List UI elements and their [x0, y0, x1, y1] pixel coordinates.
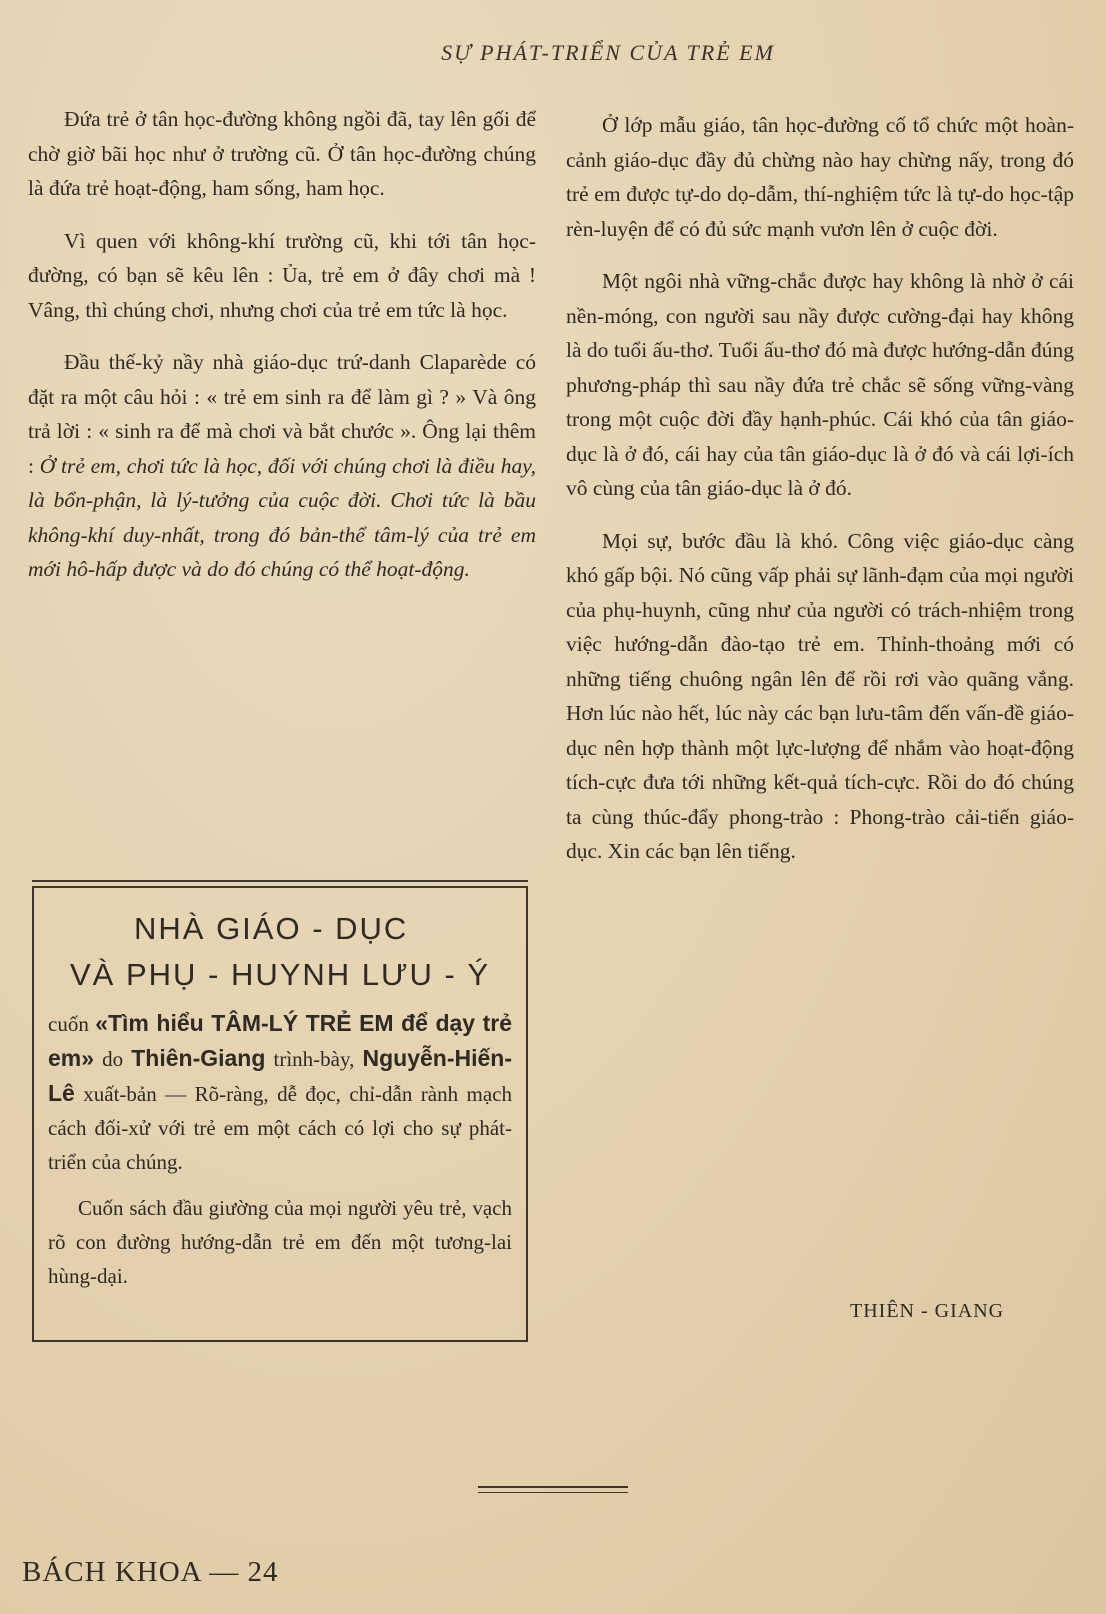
left-paragraph-1: Đứa trẻ ở tân học-đường không ngồi đã, tay lên gối để chờ giờ bãi học như ở trường cũ. Ở tân học-đường chúng là đứa trẻ hoạt-động, ham sống, ham học. — [28, 107, 536, 200]
left-paragraph-2: Vì quen với không-khí trường cũ, khi tới tân học-đường, có bạn sẽ kêu lên : Ủa, trẻ em ở đây chơi mà ! Vâng, thì chúng chơi, nhưng chơi của trẻ em tức là học. — [28, 228, 536, 322]
ad-text: cuốn — [48, 1012, 96, 1036]
ad-title-line-1: NHÀ GIÁO - DỤC — [134, 911, 409, 946]
right-column — [566, 108, 1074, 887]
author-name: Thiên-Giang — [131, 1045, 266, 1071]
right-paragraph-1: Ở lớp mẫu giáo, tân học-đường cố tổ chức một hoàn-cảnh giáo-dục đầy đủ chừng nào hay chừng nấy, trong đó trẻ em được tự-do dọ-dẫm, thí-nghiệm tức là tự-do học-tập rèn-luyện để có đủ sức mạnh vươn lên ở cuộc đời. — [566, 113, 1074, 241]
author-signature: THIÊN - GIANG — [850, 1300, 1005, 1322]
ad-text: trình-bày, — [265, 1047, 363, 1071]
ad-note: Cuốn sách đầu giường của mọi người yêu trẻ, vạch rõ con đường hướng-dẫn trẻ em đến một tương-lai hùng-dại. — [48, 1196, 512, 1288]
publisher-name: Nguyễn-Hiến-Lê — [48, 1045, 512, 1106]
claparede-quote-italic: Ở trẻ em, chơi tức là học, đối với chúng chơi là điều hay, là bổn-phận, là lý-tưởng của cuộc đời. Chơi tức là bầu không-khí duy-nhất, trong đó bản-thể tâm-lý của trẻ em mới hô-hấp được và do đó chúng có thể hoạt-động. — [28, 453, 536, 581]
ad-title — [48, 906, 512, 998]
left-paragraph-3 — [28, 345, 536, 587]
book-advertisement-box — [32, 886, 528, 1342]
left-column — [28, 102, 536, 605]
ad-body — [48, 1006, 512, 1179]
page-footer: BÁCH KHOA — 24 — [22, 1556, 279, 1588]
book-title: «Tìm hiểu TÂM-LÝ TRẺ EM để dạy trẻ em» — [48, 1010, 512, 1071]
running-head: SỰ PHÁT-TRIỂN CỦA TRẺ EM — [441, 40, 775, 65]
ad-title-line-2: VÀ PHỤ - HUYNH LƯU - Ý — [70, 957, 491, 992]
right-paragraph-2: Một ngôi nhà vững-chắc được hay không là nhờ ở cái nền-móng, con người sau nầy được cường-đại hay không là do tuổi ấu-thơ. Tuổi ấu-thơ đó mà được hướng-dẫn đúng phương-pháp thì sau nầy đứa trẻ chắc sẽ sống vững-vàng trong một cuộc đời đầy hạnh-phúc. Cái khó của tân giáo-dục là ở đó, cái hay của tân giáo-dục là ở đó và cái lợi-ích vô cùng của tân giáo-dục là ở đó. — [566, 269, 1074, 500]
claparede-question: Đầu thế-kỷ nầy nhà giáo-dục trứ-danh Claparède có đặt ra một câu hỏi : « trẻ em sinh ra để làm gì ? » Và ông trả lời : « sinh ra để mà chơi và bắt chước ». Ông lại thêm : — [28, 350, 536, 478]
ad-top-rule — [32, 880, 528, 882]
end-rule — [478, 1486, 628, 1493]
right-paragraph-3: Mọi sự, bước đầu là khó. Công việc giáo-dục càng khó gấp bội. Nó cũng vấp phải sự lãnh-đạm của mọi người của phụ-huynh, cũng như của người có trách-nhiệm trong việc hướng-dẫn đào-tạo trẻ em. Thỉnh-thoảng mới có những tiếng chuông ngân lên để rồi rơi vào quãng vắng. Hơn lúc nào hết, lúc này các bạn lưu-tâm đến vấn-đề giáo-dục nên hợp thành một lực-lượng để nhắm vào hoạt-động tích-cực đưa tới những kết-quả tích-cực. Rồi do đó chúng ta cùng thúc-đẩy phong-trào : Phong-trào cải-tiến giáo-dục. Xin các bạn lên tiếng. — [566, 528, 1074, 863]
ad-description: xuất-bản — Rõ-ràng, dễ đọc, chỉ-dẫn rành mạch cách đối-xử với trẻ em một cách có lợi cho sự phát-triển của chúng. — [48, 1082, 512, 1174]
ad-text: do — [94, 1047, 132, 1071]
